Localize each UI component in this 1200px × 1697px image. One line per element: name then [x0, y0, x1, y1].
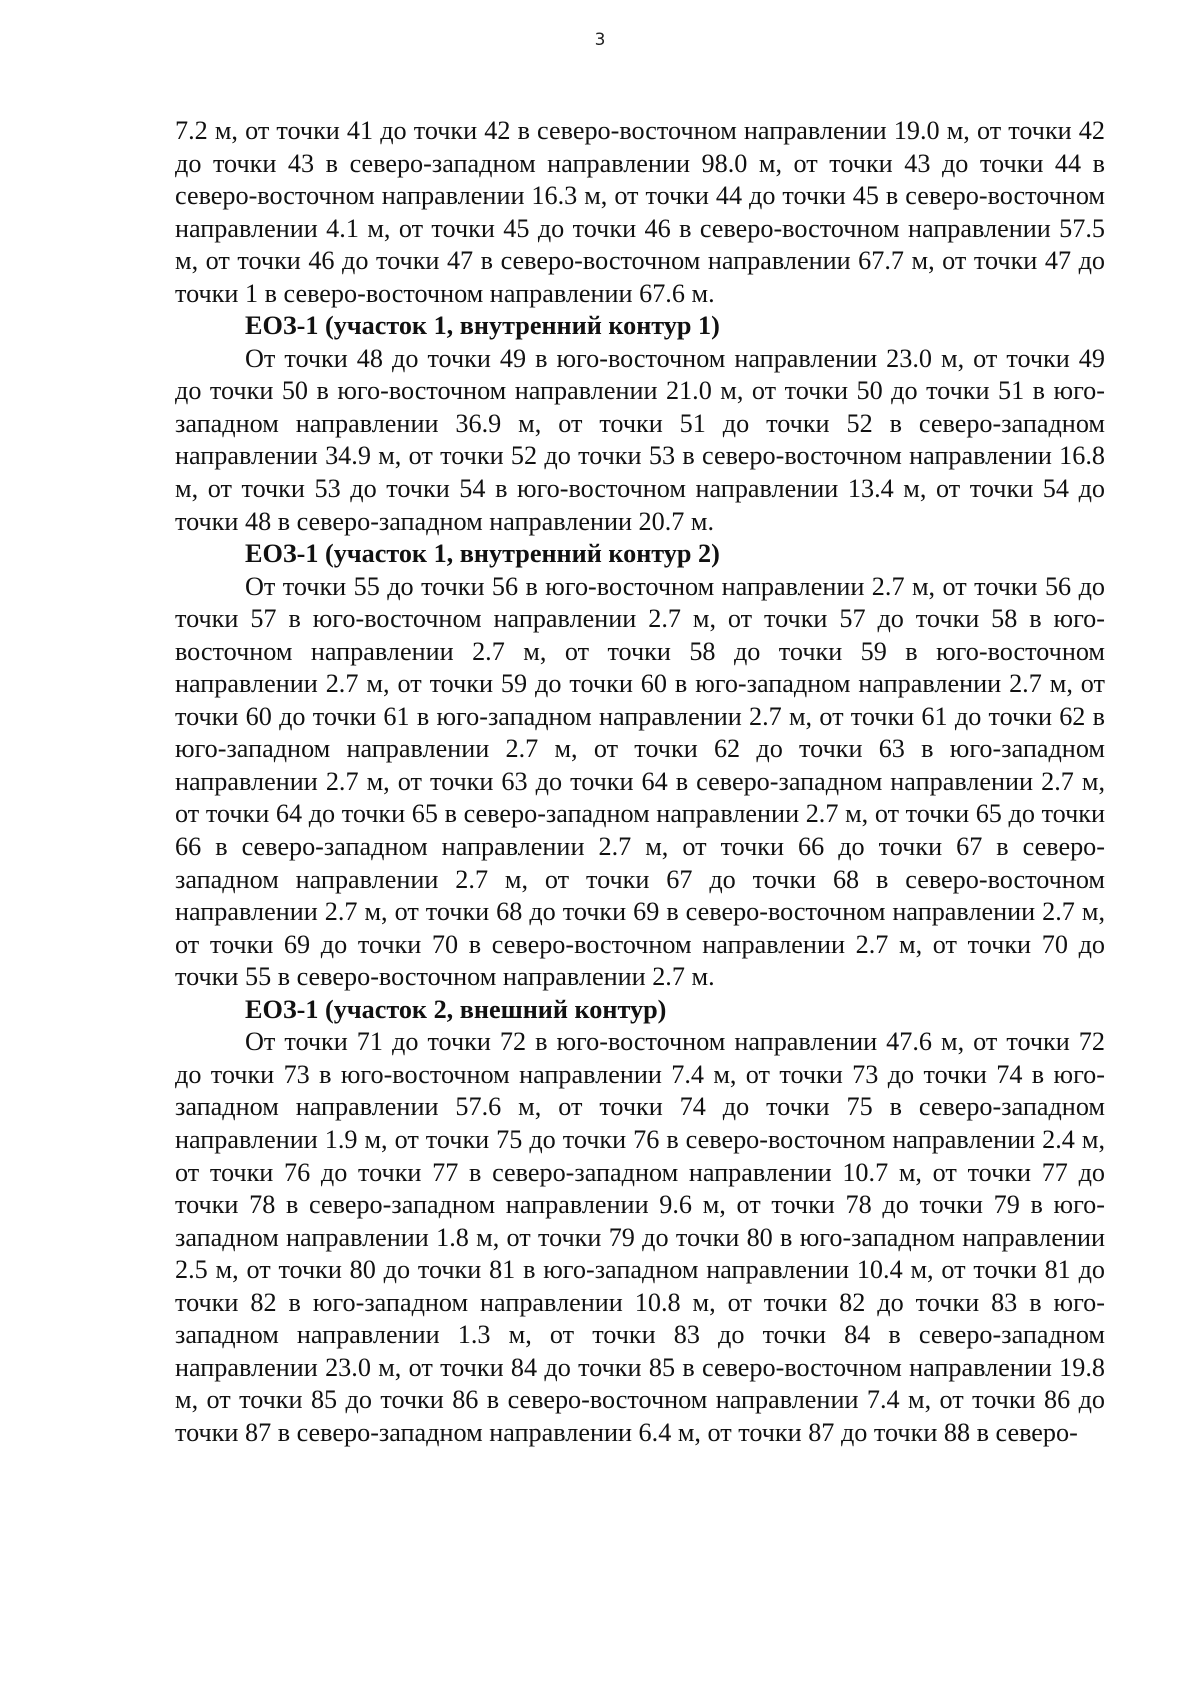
paragraph-intro: 7.2 м, от точки 41 до точки 42 в северо-восточном направлении 19.0 м, от точки 42 до точки 43 в северо-западном направлении 98.0 м, от точки 43 до точки 44 в северо-восточном направлении 16.3 м, от точки 44 до точки 45 в северо-восточном направлении 4.1 м, от точки 45 до точки 46 в северо-восточном направлении 57.5 м, от точки 46 до точки 47 в северо-восточном направлении 67.7 м, от точки 47 до точки 1 в северо-восточном направлении 67.6 м. [175, 116, 1105, 308]
paragraph-inner-contour-1: От точки 48 до точки 49 в юго-восточном направлении 23.0 м, от точки 49 до точки 50 в юго-восточном направлении 21.0 м, от точки 50 до точки 51 в юго-западном направлении 36.9 м, от точки 51 до точки 52 в северо-западном направлении 34.9 м, от точки 52 до точки 53 в северо-восточном направлении 16.8 м, от точки 53 до точки 54 в юго-восточном направлении 13.4 м, от точки 54 до точки 48 в северо-западном направлении 20.7 м. [175, 343, 1105, 536]
section-heading-inner-contour-1: ЕОЗ-1 (участок 1, внутренний контур 1) [245, 311, 720, 341]
section-heading-outer-contour-plot-2: ЕОЗ-1 (участок 2, внешний контур) [245, 994, 667, 1024]
document-body [175, 115, 1105, 1449]
paragraph-outer-contour-plot-2: От точки 71 до точки 72 в юго-восточном направлении 47.6 м, от точки 72 до точки 73 в юго-восточном направлении 7.4 м, от точки 73 до точки 74 в юго-западном направлении 57.6 м, от точки 74 до точки 75 в северо-западном направлении 1.9 м, от точки 75 до точки 76 в северо-восточном направлении 2.4 м, от точки 76 до точки 77 в северо-западном направлении 10.7 м, от точки 77 до точки 78 в северо-западном направлении 9.6 м, от точки 78 до точки 79 в юго-западном направлении 1.8 м, от точки 79 до точки 80 в юго-западном направлении 2.5 м, от точки 80 до точки 81 в юго-западном направлении 10.4 м, от точки 81 до точки 82 в юго-западном направлении 10.8 м, от точки 82 до точки 83 в юго-западном направлении 1.3 м, от точки 83 до точки 84 в северо-западном направлении 23.0 м, от точки 84 до точки 85 в северо-восточном направлении 19.8 м, от точки 85 до точки 86 в северо-восточном направлении 7.4 м, от точки 86 до точки 87 в северо-западном направлении 6.4 м, от точки 87 до точки 88 в северо- [175, 1027, 1105, 1447]
paragraph-inner-contour-2: От точки 55 до точки 56 в юго-восточном направлении 2.7 м, от точки 56 до точки 57 в юго-восточном направлении 2.7 м, от точки 57 до точки 58 в юго-восточном направлении 2.7 м, от точки 58 до точки 59 в юго-восточном направлении 2.7 м, от точки 59 до точки 60 в юго-западном направлении 2.7 м, от точки 60 до точки 61 в юго-западном направлении 2.7 м, от точки 61 до точки 62 в юго-западном направлении 2.7 м, от точки 62 до точки 63 в юго-западном направлении 2.7 м, от точки 63 до точки 64 в северо-западном направлении 2.7 м, от точки 64 до точки 65 в северо-западном направлении 2.7 м, от точки 65 до точки 66 в северо-западном направлении 2.7 м, от точки 66 до точки 67 в северо-западном направлении 2.7 м, от точки 67 до точки 68 в северо-восточном направлении 2.7 м, от точки 68 до точки 69 в северо-восточном направлении 2.7 м, от точки 69 до точки 70 в северо-восточном направлении 2.7 м, от точки 70 до точки 55 в северо-восточном направлении 2.7 м. [175, 571, 1105, 992]
page-number: 3 [594, 30, 606, 50]
section-heading-inner-contour-2: ЕОЗ-1 (участок 1, внутренний контур 2) [245, 539, 720, 569]
